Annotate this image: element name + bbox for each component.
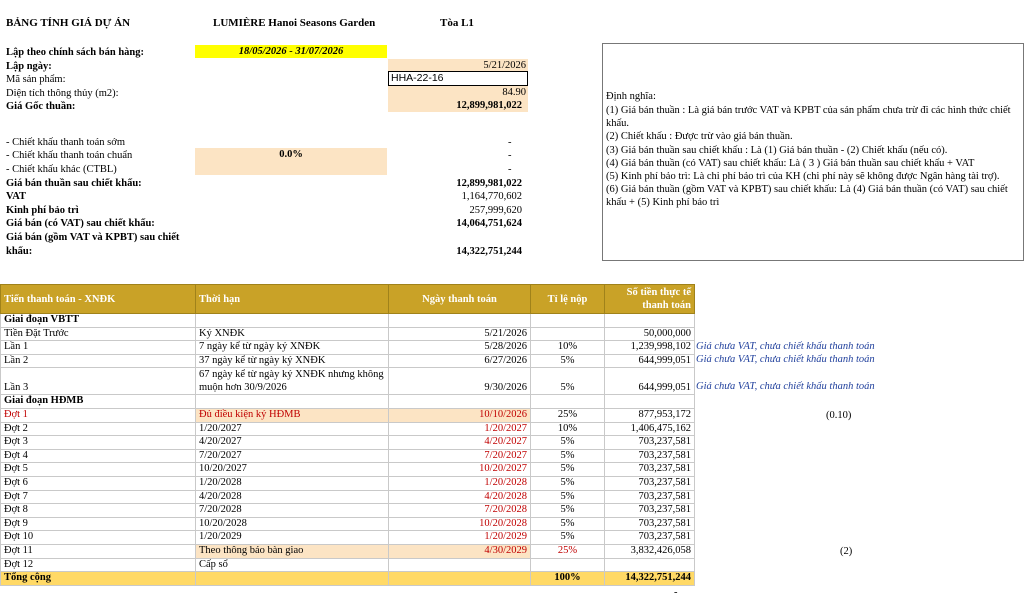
- date-label: Lập ngày:: [6, 61, 52, 72]
- row-rate: 5%: [531, 354, 605, 368]
- row-amount: 1,406,475,162: [605, 422, 695, 436]
- row-amount: 703,237,581: [605, 490, 695, 504]
- row-term: 37 ngày kể từ ngày ký XNĐK: [196, 354, 389, 368]
- row-term: 1/20/2027: [196, 422, 389, 436]
- base-price-value: 12,899,981,022: [388, 99, 528, 112]
- row-amount: 703,237,581: [605, 476, 695, 490]
- row-note: Giá chưa VAT, chưa chiết khấu thanh toán: [696, 381, 875, 392]
- row-term: 1/20/2029: [196, 531, 389, 545]
- row-rate: 5%: [531, 504, 605, 518]
- row-term: Ký XNĐK: [196, 327, 389, 341]
- row-amount: 703,237,581: [605, 449, 695, 463]
- net-price-value: 12,899,981,022: [456, 178, 522, 189]
- row-rate: 5%: [531, 368, 605, 395]
- definition-item: (3) Giá bán thuần sau chiết khấu : Là (1) Giá bán thuần - (2) Chiết khấu (nếu có).: [606, 144, 948, 156]
- date-value[interactable]: 5/21/2026: [388, 59, 528, 72]
- row-name: Đợt 7: [1, 490, 196, 504]
- table-row: [1, 517, 695, 531]
- row-name: Đợt 10: [1, 531, 196, 545]
- row-amount: 703,237,581: [605, 436, 695, 450]
- row-amount: [605, 558, 695, 572]
- row-date: 10/10/2026: [389, 408, 531, 422]
- row-name: Đợt 6: [1, 476, 196, 490]
- standard-discount-percent[interactable]: 0.0%: [195, 148, 387, 162]
- row-name: Đợt 5: [1, 463, 196, 477]
- total-label: Tổng cộng: [1, 572, 196, 586]
- column-header: Số tiền thực tế thanh toán: [605, 285, 695, 314]
- total-rate: 100%: [531, 572, 605, 586]
- early-discount-value: -: [508, 137, 512, 148]
- row-date: 10/20/2027: [389, 463, 531, 477]
- row-note: Giá chưa VAT, chưa chiết khấu thanh toán: [696, 354, 875, 365]
- maintenance-value: 257,999,620: [469, 205, 522, 216]
- phase-row: [1, 314, 695, 328]
- maintenance-label: Kinh phí bảo trì: [6, 205, 79, 216]
- column-header: Ngày thanh toán: [389, 285, 531, 314]
- row-name: Đợt 3: [1, 436, 196, 450]
- other-discount-label: - Chiết khấu khác (CTBL): [6, 164, 117, 175]
- table-row: [1, 463, 695, 477]
- row-term: 4/20/2028: [196, 490, 389, 504]
- row-amount: 644,999,051: [605, 368, 695, 395]
- price-vat-value: 14,064,751,624: [456, 218, 522, 229]
- area-label: Diện tích thông thủy (m2):: [6, 88, 119, 99]
- row-date: 7/20/2027: [389, 449, 531, 463]
- policy-value[interactable]: 18/05/2026 - 31/07/2026: [195, 45, 387, 58]
- phase-row: [1, 395, 695, 409]
- row-name: Đợt 2: [1, 422, 196, 436]
- row-term: 1/20/2028: [196, 476, 389, 490]
- column-header: Thời hạn: [196, 285, 389, 314]
- row-amount: 3,832,426,058: [605, 544, 695, 558]
- early-discount-label: - Chiết khấu thanh toán sớm: [6, 137, 125, 148]
- table-row: [1, 422, 695, 436]
- table-row: [1, 544, 695, 558]
- phase-label: Giai đoạn VBTT: [1, 314, 196, 328]
- project-name: LUMIÈRE Hanoi Seasons Garden: [213, 17, 376, 29]
- row-name: Đợt 11: [1, 544, 196, 558]
- definitions-list: [606, 104, 1022, 210]
- sheet-title: BẢNG TÍNH GIÁ DỰ ÁN: [6, 17, 131, 29]
- table-row: [1, 341, 695, 355]
- row-term: 4/20/2027: [196, 436, 389, 450]
- row-amount: 703,237,581: [605, 463, 695, 477]
- row-name: Đợt 4: [1, 449, 196, 463]
- definitions-title: Định nghĩa:: [606, 91, 656, 102]
- table-row: [1, 327, 695, 341]
- row-date: 1/20/2029: [389, 531, 531, 545]
- row-name: Lần 3: [1, 368, 196, 395]
- row-date: 4/20/2028: [389, 490, 531, 504]
- row-rate: [531, 327, 605, 341]
- row-amount: 50,000,000: [605, 327, 695, 341]
- row-name: Đợt 1: [1, 408, 196, 422]
- other-discount-value: -: [508, 164, 512, 175]
- row-date: 10/20/2028: [389, 517, 531, 531]
- row-rate: 5%: [531, 531, 605, 545]
- row-amount: 703,237,581: [605, 504, 695, 518]
- row-date: 4/20/2027: [389, 436, 531, 450]
- phase-label: Giai đoạn HĐMB: [1, 395, 196, 409]
- column-header: Tiến thanh toán - XNĐK: [1, 285, 196, 314]
- row-date: [389, 558, 531, 572]
- total-row: [1, 572, 695, 586]
- row-amount: 1,239,998,102: [605, 341, 695, 355]
- row-term: 10/20/2028: [196, 517, 389, 531]
- net-price-label: Giá bán thuần sau chiết khấu:: [6, 178, 142, 189]
- row-term: 7 ngày kể từ ngày ký XNĐK: [196, 341, 389, 355]
- row-amount: 703,237,581: [605, 531, 695, 545]
- table-row: [1, 490, 695, 504]
- row-rate: 5%: [531, 436, 605, 450]
- row-term: Cấp sổ: [196, 558, 389, 572]
- table-row: [1, 449, 695, 463]
- vat-value: 1,164,770,602: [461, 191, 522, 202]
- row-rate: 5%: [531, 490, 605, 504]
- row-rate: 25%: [531, 408, 605, 422]
- base-price-label: Giá Gốc thuần:: [6, 101, 76, 112]
- row-term: Theo thông báo bàn giao: [196, 544, 389, 558]
- policy-label: Lập theo chính sách bán hàng:: [6, 47, 145, 58]
- definitions-box: [602, 43, 1024, 261]
- vat-label: VAT: [6, 191, 27, 202]
- table-row: [1, 476, 695, 490]
- row-name: Đợt 12: [1, 558, 196, 572]
- column-header: Tỉ lệ nộp: [531, 285, 605, 314]
- row-amount: 703,237,581: [605, 517, 695, 531]
- bottom-dash: -: [674, 587, 678, 598]
- row-date: 6/27/2026: [389, 354, 531, 368]
- price-vat-label: Giá bán (có VAT) sau chiết khấu:: [6, 218, 155, 229]
- row-date: 5/21/2026: [389, 327, 531, 341]
- product-code-field[interactable]: HHA-22-16: [388, 71, 528, 86]
- row-name: Đợt 8: [1, 504, 196, 518]
- definition-item: (2) Chiết khấu : Được trừ vào giá bán thuần.: [606, 131, 793, 143]
- row-date: 1/20/2027: [389, 422, 531, 436]
- definition-item: (1) Giá bán thuần : Là giá bán trước VAT và KPBT của sản phẩm chưa trừ đi các hình thức chiết khấu.: [606, 105, 1011, 130]
- price-full-label-line1: Giá bán (gồm VAT và KPBT) sau chiết: [6, 232, 180, 243]
- row-date: 5/28/2026: [389, 341, 531, 355]
- row-date: 4/30/2029: [389, 544, 531, 558]
- row-name: Lần 2: [1, 354, 196, 368]
- row-rate: 5%: [531, 449, 605, 463]
- side-value: (2): [840, 546, 853, 557]
- standard-discount-value: -: [508, 150, 512, 161]
- price-full-value: 14,322,751,244: [456, 246, 522, 257]
- area-value[interactable]: 84.90: [388, 86, 528, 99]
- tower-name: Tòa L1: [440, 17, 474, 29]
- table-row: [1, 354, 695, 368]
- definition-item: (5) Kinh phí bảo trì: Là chi phí bảo trì của KH (chi phí này sẽ không được Ngân hàng tài trợ).: [606, 171, 1000, 183]
- row-rate: 10%: [531, 422, 605, 436]
- side-value: (0.10): [826, 410, 852, 421]
- row-term: 7/20/2028: [196, 504, 389, 518]
- row-term: 7/20/2027: [196, 449, 389, 463]
- definition-item: (4) Giá bán thuần (có VAT) sau chiết khấu: Là ( 3 ) Giá bán thuần sau chiết khấu + VAT: [606, 157, 975, 169]
- table-header-row: [1, 285, 695, 314]
- row-term: Đủ điều kiện ký HĐMB: [196, 408, 389, 422]
- row-name: Tiền Đặt Trước: [1, 327, 196, 341]
- standard-discount-label: - Chiết khấu thanh toán chuẩn: [6, 150, 133, 161]
- price-full-label-line2: khấu:: [6, 246, 33, 257]
- row-rate: 25%: [531, 544, 605, 558]
- row-rate: [531, 558, 605, 572]
- table-row: [1, 408, 695, 422]
- row-amount: 644,999,051: [605, 354, 695, 368]
- row-date: 9/30/2026: [389, 368, 531, 395]
- table-row: [1, 436, 695, 450]
- table-row: [1, 531, 695, 545]
- row-name: Lần 1: [1, 341, 196, 355]
- row-rate: 5%: [531, 517, 605, 531]
- row-date: 7/20/2028: [389, 504, 531, 518]
- table-row: [1, 558, 695, 572]
- row-rate: 10%: [531, 341, 605, 355]
- product-label: Mã sản phẩm:: [6, 74, 66, 85]
- row-name: Đợt 9: [1, 517, 196, 531]
- definition-item: (6) Giá bán thuần (gồm VAT và KPBT) sau chiết khấu: Là (4) Giá bán thuần (có VAT) sau chiết khấu + (5) Kinh phí bảo trì: [606, 184, 1008, 209]
- table-row: [1, 368, 695, 395]
- payment-schedule-table: [0, 284, 695, 586]
- row-date: 1/20/2028: [389, 476, 531, 490]
- other-discount-input[interactable]: [195, 162, 387, 175]
- row-note: Giá chưa VAT, chưa chiết khấu thanh toán: [696, 341, 875, 352]
- total-amount: 14,322,751,244: [605, 572, 695, 586]
- row-term: 67 ngày kể từ ngày ký XNĐK nhưng không muộn hơn 30/9/2026: [196, 368, 389, 395]
- table-row: [1, 504, 695, 518]
- row-amount: 877,953,172: [605, 408, 695, 422]
- row-rate: 5%: [531, 463, 605, 477]
- row-term: 10/20/2027: [196, 463, 389, 477]
- row-rate: 5%: [531, 476, 605, 490]
